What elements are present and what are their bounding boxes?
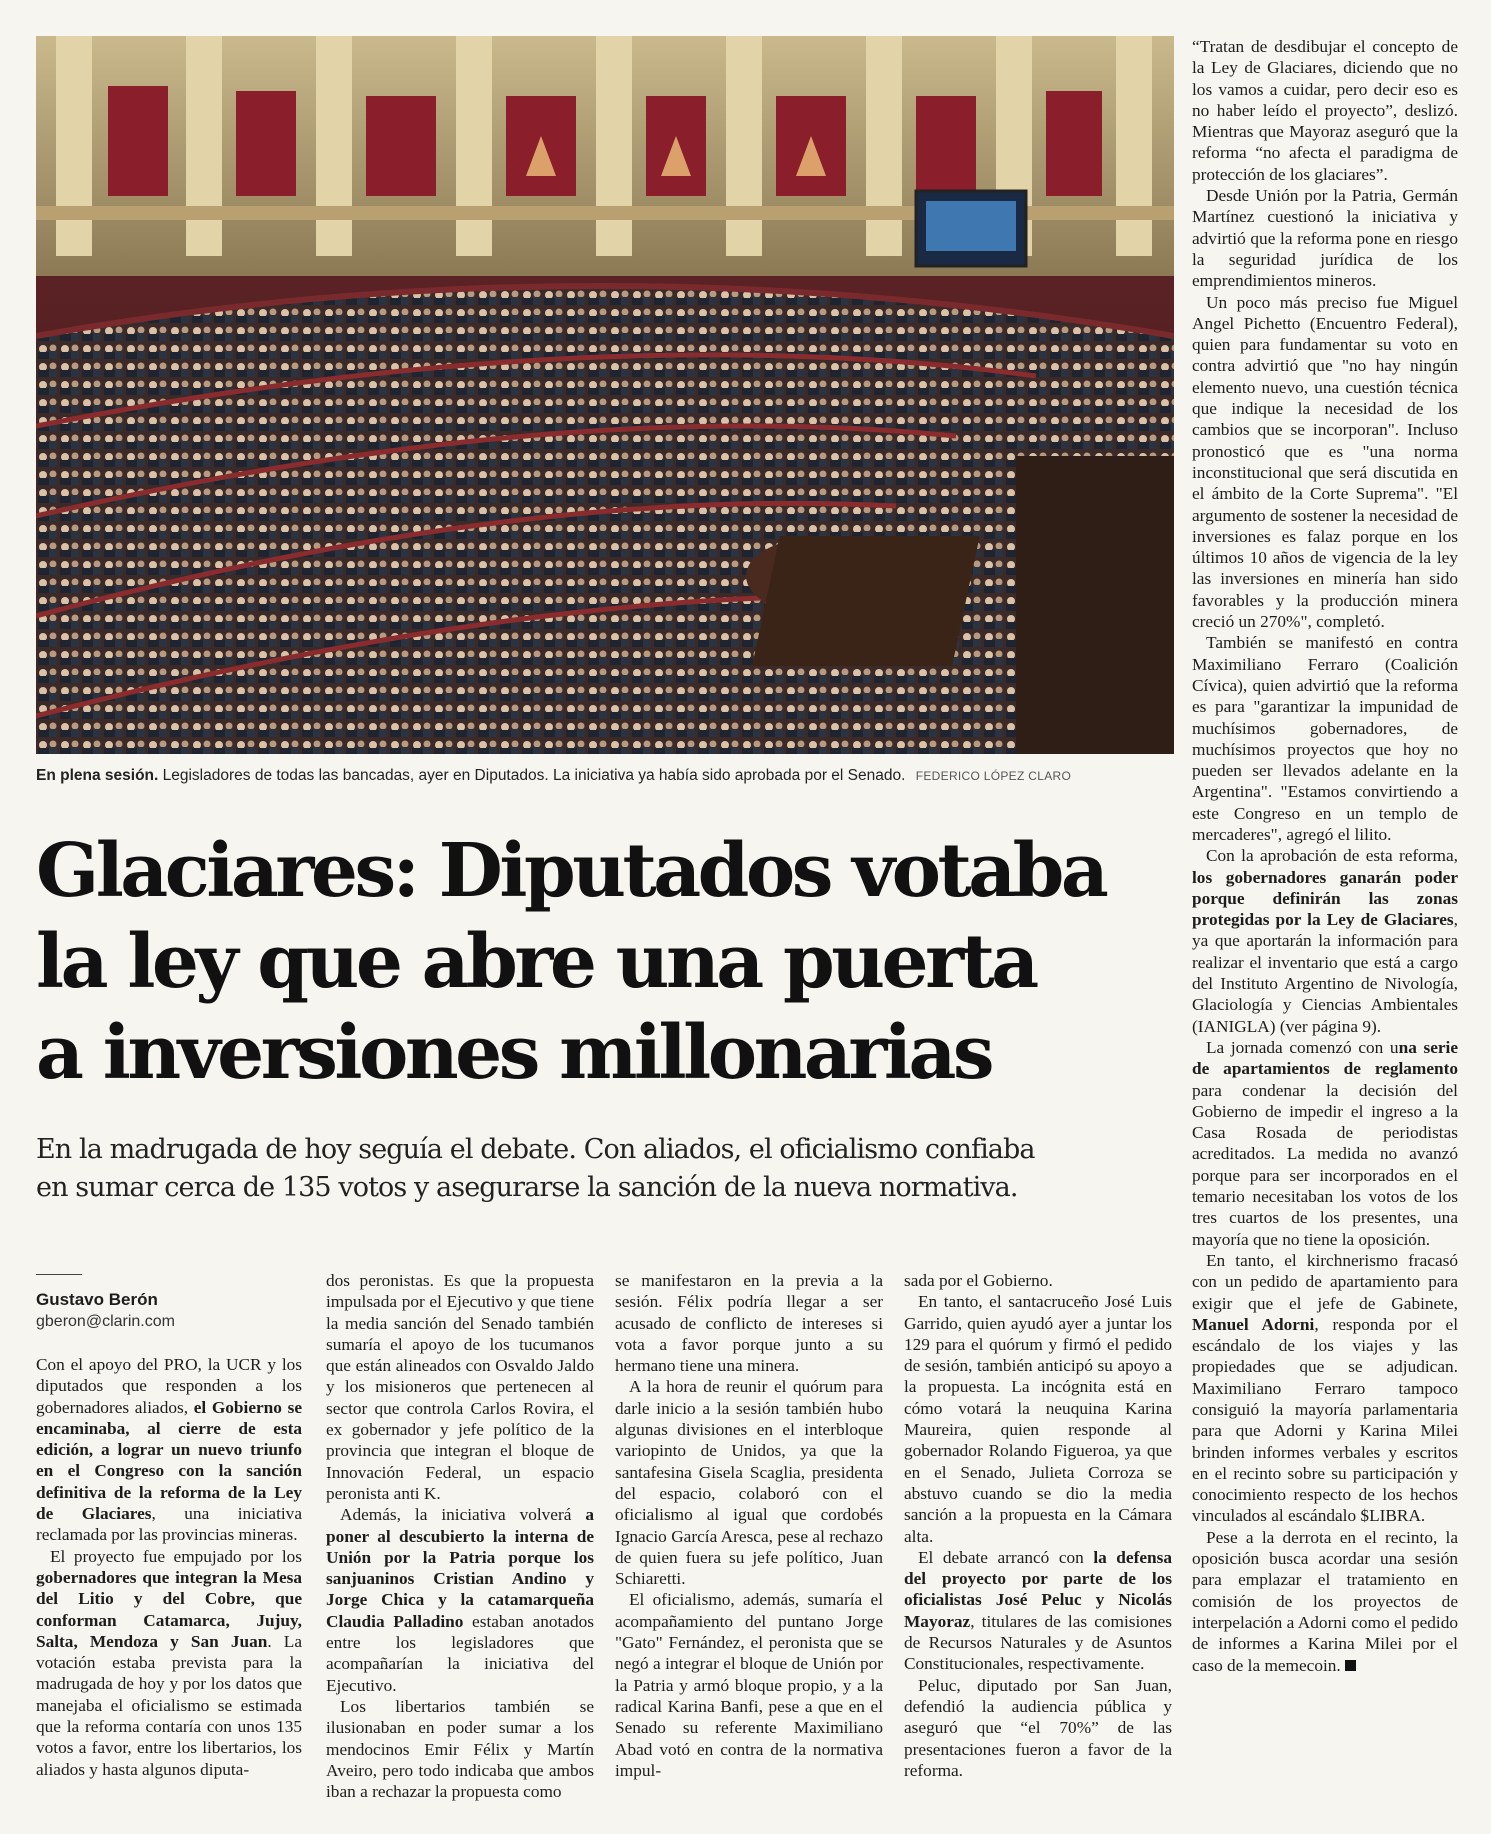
paragraph: A la hora de reunir el quórum para darle inicio a la sesión también hubo algunas divisiones en el interbloque variopinto de Unidos, ya que la santafesina Gisela Scaglia, presidenta del espacio, colaboró con el oficialismo al igual que cordobés Ignacio García Aresca, pese al rechazo de quien fuera su jefe político, Juan Schiaretti. (615, 1377, 883, 1589)
paragraph: El oficialismo, además, sumaría el acompañamiento del puntano Jorge "Gato" Fernández, el peronista que se negó a integrar el bloque de Unión por la Patria y armó bloque propio, y a la radical Karina Banfi, pese a que en el Senado su referente Maximiliano Abad votó en contra de la normativa impul- (615, 1590, 883, 1780)
paragraph: Además, la iniciativa volverá a poner al descubierto la interna de Unión por la Patria porque los sanjuaninos Cristian Andino y Jorge Chica y la catamarqueña Claudia Palladino estaban anotados entre los legisladores que acompañarían la iniciativa del Ejecutivo. (326, 1505, 594, 1695)
paragraph: La jornada comenzó con una serie de apartamientos de reglamento para condenar la decisión del Gobierno de impedir el ingreso a la Casa Rosada de periodistas acreditados. La medida no avanzó porque para ser incorporados en el temario necesitaban los votos de los tres cuartos de los presentes, una mayoría que no tiene la oposición. (1192, 1037, 1459, 1249)
subhead-line-2: en sumar cerca de 135 votos y asegurarse la sanción de la nueva normativa. (36, 1172, 1018, 1203)
paragraph: También se manifestó en contra Maximiliano Ferraro (Coalición Cívica), quien advirtió que la reforma es para "garantizar la impunidad de muchísimos gobernadores, de muchísimos proyectos que hoy no pueden ser llevados adelante en la Argentina". "Estamos convirtiendo a este Congreso en un templo de mercaderes", agregó el lilito. (1192, 633, 1458, 844)
paragraph: Los libertarios también se ilusionaban en poder sumar a los mendocinos Emir Félix y Martín Aveiro, pero todo indicaba que ambos iban a rechazar la propuesta como (326, 1696, 594, 1802)
paragraph: Pese a la derrota en el recinto, la oposición busca acordar una sesión para emplazar el tratamiento en comisión de los proyectos de interpelación a Adorni como el pedido de informes a Karina Milei por el caso de la memecoin. (1192, 1527, 1458, 1675)
author-name: Gustavo Berón (36, 1290, 158, 1309)
paragraph: En tanto, el kirchnerismo fracasó con un pedido de apartamiento para exigir que el jefe de Gabinete, Manuel Adorni, responda por el escándalo de los viajes y las propiedades que se adjudican. Maximiliano Ferraro tampoco consiguió la mayoría parlamentaria para que Adorni y Karina Milei brinden informes verbales y escritos en el recinto sobre su participación y conocimiento respecto de los hechos vinculados al escándalo $LIBRA. (1192, 1250, 1458, 1526)
article-column-5 (1192, 36, 1458, 1676)
paragraph: En tanto, el santacruceño José Luis Garrido, quien ayudó ayer a juntar los 129 para el quórum y firmó el pedido de sesión, también anticipó su apoyo a la propuesta. La incógnita está en cómo votará la neuquina Karina Maureira, quien responde al gobernador Rolando Figueroa, ya que en el Senado, Julieta Corroza se abstuvo cuando se dio la media sanción a la propuesta en la Cámara alta. (904, 1292, 1172, 1546)
author-email: gberon@clarin.com (36, 1313, 175, 1330)
paragraph: sada por el Gobierno. (904, 1271, 1053, 1290)
paragraph: Con la aprobación de esta reforma, los gobernadores ganarán poder porque definirán las zonas protegidas por la Ley de Glaciares, ya que aportarán la información para realizar el inventario que está a cargo del Instituto Argentino de Nivología, Glaciología y Ciencias Ambientales (IANIGLA) (ver página 9). (1192, 846, 1458, 1036)
article-column-4 (904, 1270, 1172, 1781)
photo-credit: FEDERICO LÓPEZ CLARO (915, 769, 1072, 783)
headline (36, 826, 1176, 1099)
paragraph: dos peronistas. Es que la propuesta impulsada por el Ejecutivo y que tiene la media sanción del Senado también sumaría el apoyo de los tucumanos que están alineados con Osvaldo Jaldo y los misioneros que pertenecen al sector que controla Carlos Rovira, el ex gobernador y jefe político de la provincia que integran el bloque de Innovación Federal, un espacio peronista anti K. (326, 1271, 594, 1503)
paragraph: se manifestaron en la previa a la sesión. Félix podría llegar a ser acusado de conflicto de intereses si vota a favor porque junto a su hermano tiene una minera. (615, 1271, 883, 1376)
article-column-3 (615, 1270, 883, 1781)
caption-text: Legisladores de todas las bancadas, ayer en Diputados. La iniciativa ya había sido aprobada por el Senado. (162, 767, 906, 784)
subhead (36, 1131, 1176, 1207)
caption-label: En plena sesión. (36, 767, 159, 784)
paragraph: El proyecto fue empujado por los gobernadores que integran la Mesa del Litio y del Cobre, que conforman Catamarca, Jujuy, Salta, Mendoza y San Juan. La votación estaba prevista para la madrugada de hoy y por los datos que manejaba el oficialismo se estimada que la reforma contaría con unos 135 votos a favor, entre los libertarios, los aliados y hasta algunos diputa- (36, 1546, 302, 1779)
end-mark-icon (1345, 1660, 1356, 1671)
headline-line-3: a inversiones millonarias (36, 1010, 992, 1096)
article-column-2 (326, 1270, 594, 1802)
photo-caption (36, 767, 1176, 785)
paragraph: “Tratan de desdibujar el concepto de la Ley de Glaciares, diciendo que no los vamos a cuidar, pero decir eso es no haber leído el proyecto”, deslizó. Mientras que Mayoraz aseguró que la reforma “no afecta el paradigma de protección de los glaciares”. (1192, 37, 1458, 184)
paragraph: Desde Unión por la Patria, Germán Martínez cuestionó la iniciativa y advirtió que la reforma pone en riesgo la seguridad jurídica de los emprendimientos mineros. (1192, 186, 1458, 291)
headline-line-1: Glaciares: Diputados votaba (36, 828, 1106, 914)
article-photo (36, 36, 1174, 754)
subhead-line-1: En la madrugada de hoy seguía el debate. Con aliados, el oficialismo confiaba (36, 1134, 1035, 1165)
headline-line-2: la ley que abre una puerta (36, 919, 1036, 1005)
paragraph: El debate arrancó con la defensa del proyecto por parte de los oficialistas José Peluc y Nicolás Mayoraz, titulares de las comisiones de Recursos Naturales y de Asuntos Constitucionales, respectivamente. (904, 1547, 1172, 1674)
parliament-chamber-photo (36, 36, 1174, 754)
paragraph: Peluc, diputado por San Juan, defendió la audiencia pública y aseguró que “el 70%” de las presentaciones fueron a favor de la reforma. (904, 1675, 1172, 1780)
byline-rule (36, 1274, 82, 1275)
paragraph: Con el apoyo del PRO, la UCR y los diputados que responden a los gobernadores aliados, el Gobierno se encaminaba, al cierre de esta edición, a lograr un nuevo triunfo en el Congreso con la sanción definitiva de la reforma de la Ley de Glaciares, una iniciativa reclamada por las provincias mineras. (36, 1355, 302, 1545)
paragraph: Un poco más preciso fue Miguel Angel Pichetto (Encuentro Federal), quien para fundamentar su voto en contra advirtió que "no hay ningún elemento nuevo, una cuestión técnica que indique la necesidad de los cambios que se incorporan". Incluso pronosticó que es "una norma inconstitucional que será discutida en el ámbito de la Corte Suprema". "El argumento de sostener la necesidad de inversiones es falaz porque en los últimos 10 años de vigencia de la ley las inversiones en minería han sido favorables y la producción minera creció un 270%", completó. (1192, 292, 1458, 632)
article-column-1 (36, 1270, 302, 1780)
